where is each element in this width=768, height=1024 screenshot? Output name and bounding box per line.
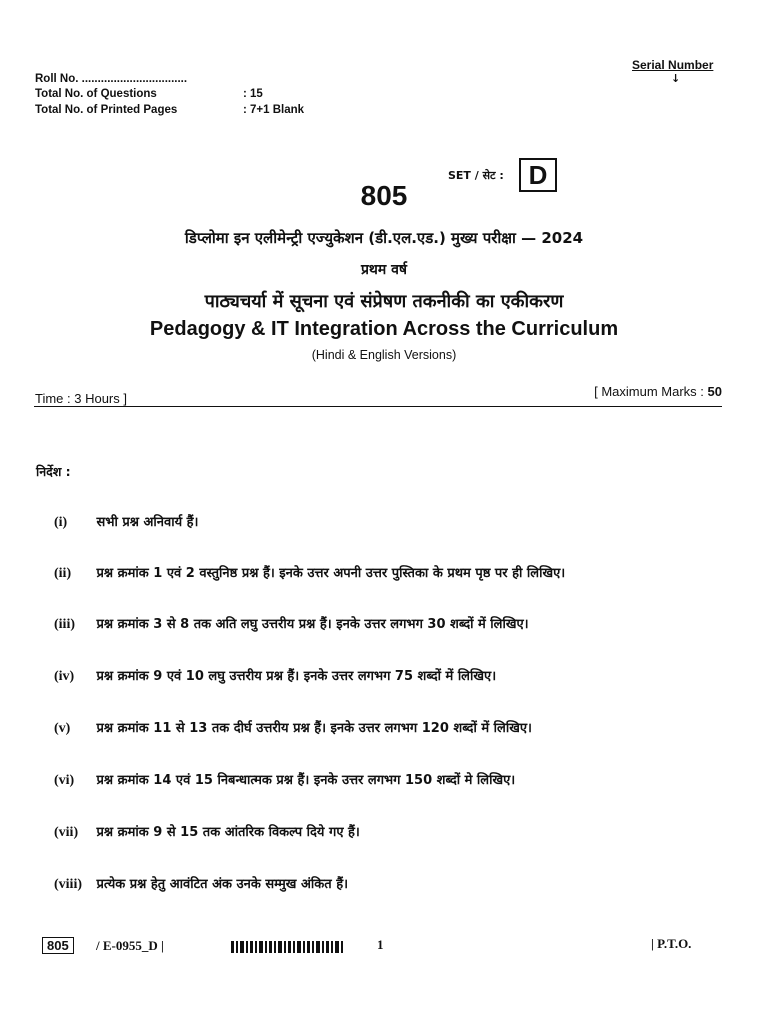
instruction-item <box>54 718 532 737</box>
instruction-text: प्रत्येक प्रश्न हेतु आवंटित अंक उनके सम्मुख अंकित हैं। <box>96 877 349 892</box>
serial-number-label: Serial Number <box>632 58 714 72</box>
instruction-item <box>54 770 515 789</box>
instruction-number: (viii) <box>54 877 82 892</box>
subject-hindi: पाठ्यचर्या में सूचना एवं संप्रेषण तकनीकी का एकीकरण <box>204 291 564 312</box>
instruction-item <box>54 563 565 582</box>
instruction-number: (vii) <box>54 825 79 840</box>
total-pages-value: : 7+1 Blank <box>243 104 305 116</box>
total-pages-row <box>35 104 304 116</box>
max-marks <box>594 384 722 399</box>
instruction-item <box>54 512 198 531</box>
instruction-number: (iv) <box>54 669 75 684</box>
instruction-item <box>54 822 360 841</box>
instruction-item <box>54 874 348 893</box>
instruction-text: सभी प्रश्न अनिवार्य हैं। <box>96 515 199 530</box>
subject-english: Pedagogy & IT Integration Across the Curriculum <box>149 318 619 340</box>
max-marks-value: 50 <box>707 384 722 399</box>
instruction-text: प्रश्न क्रमांक 9 एवं 10 लघु उत्तरीय प्रश्न हैं। इनके उत्तर लगभग 75 शब्दों में लिखिए। <box>96 669 497 684</box>
instruction-text: प्रश्न क्रमांक 9 से 15 तक आंतरिक विकल्प दिये गए हैं। <box>96 825 360 840</box>
footer-paper-code: 805 <box>42 937 74 954</box>
instruction-text: प्रश्न क्रमांक 11 से 13 तक दीर्घ उत्तरीय प्रश्न हैं। इनके उत्तर लगभग 120 शब्दों में लिखिए। <box>96 721 532 736</box>
set-label: SET / सेट : <box>448 169 504 182</box>
exam-time: Time : 3 Hours ] <box>35 391 127 406</box>
set-value-box: D <box>519 158 557 192</box>
total-pages-label: Total No. of Printed Pages <box>35 104 178 116</box>
instruction-text: प्रश्न क्रमांक 14 एवं 15 निबन्धात्मक प्रश्न हैं। इनके उत्तर लगभग 150 शब्दों मे लिखिए। <box>96 773 516 788</box>
barcode-icon <box>231 941 343 953</box>
max-marks-label: [ Maximum Marks : <box>594 384 704 399</box>
instruction-text: प्रश्न क्रमांक 3 से 8 तक अति लघु उत्तरीय प्रश्न हैं। इनके उत्तर लगभग 30 शब्दों में लिखिए। <box>96 617 529 632</box>
divider-line <box>34 406 722 407</box>
instruction-number: (v) <box>54 721 71 736</box>
roll-number-label: Roll No. ................................. <box>35 73 188 85</box>
instruction-number: (iii) <box>54 617 75 632</box>
paper-code: 805 <box>360 180 408 211</box>
footer-reference: / E-0955_D | <box>96 938 164 953</box>
instruction-number: (vi) <box>54 773 75 788</box>
total-questions-row <box>35 88 263 100</box>
instruction-item <box>54 666 496 685</box>
down-arrow-icon: ↓ <box>671 72 681 85</box>
pto-label: | P.T.O. <box>651 936 692 951</box>
instructions-heading: निर्देश : <box>36 464 71 479</box>
instruction-text: प्रश्न क्रमांक 1 एवं 2 वस्तुनिष्ठ प्रश्न हैं। इनके उत्तर अपनी उत्तर पुस्तिका के प्रथम पृष्ठ पर ही लिखिए। <box>96 566 566 581</box>
instruction-item <box>54 614 529 633</box>
exam-title: डिप्लोमा इन एलीमेन्ट्री एज्युकेशन (डी.एल.एड.) मुख्य परीक्षा — 2024 <box>184 229 584 247</box>
total-questions-label: Total No. of Questions <box>35 88 157 100</box>
versions-note: (Hindi & English Versions) <box>311 348 457 362</box>
instruction-number: (i) <box>54 515 68 530</box>
year-title: प्रथम वर्ष <box>360 262 408 278</box>
page-number: 1 <box>377 937 384 952</box>
instruction-number: (ii) <box>54 566 72 581</box>
roll-number-field <box>35 73 187 85</box>
total-questions-value: : 15 <box>243 88 263 100</box>
